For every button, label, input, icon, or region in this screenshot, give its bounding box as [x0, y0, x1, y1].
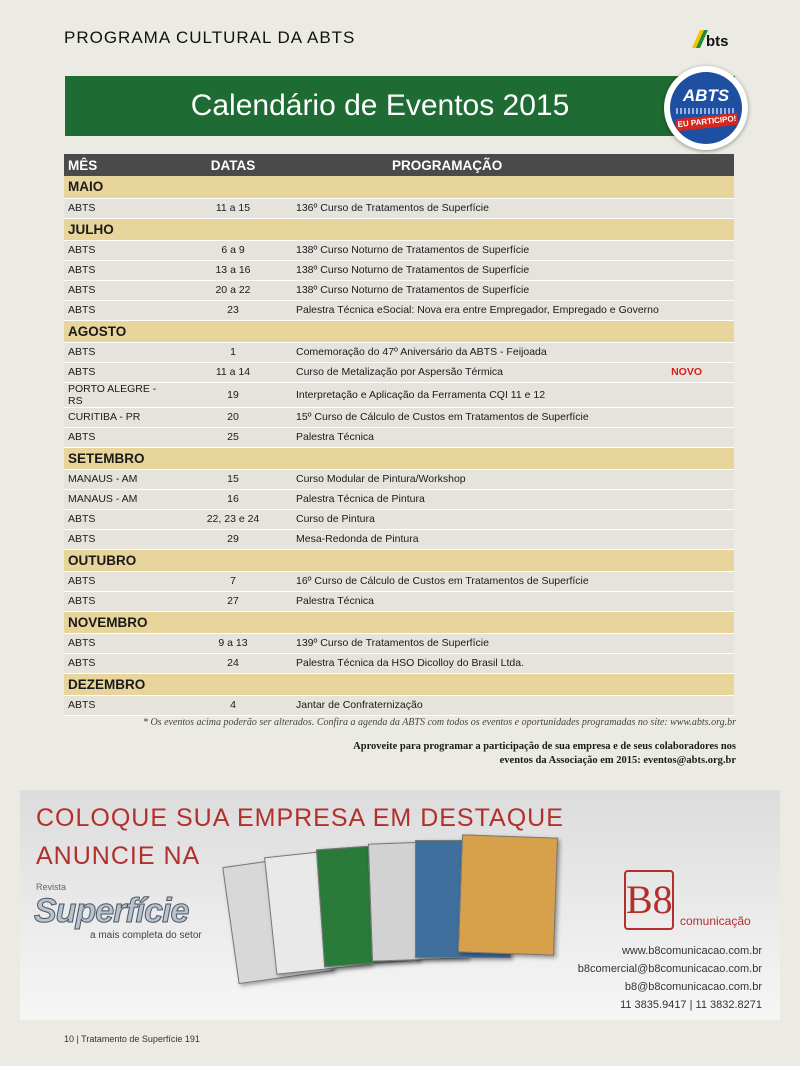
event-program-cell: [292, 695, 734, 715]
event-dates: 7: [174, 571, 292, 591]
event-organizer: PORTO ALEGRE - RS: [64, 382, 174, 407]
event-dates: 19: [174, 382, 292, 407]
event-program-cell: [292, 509, 734, 529]
event-program-cell: [292, 198, 734, 218]
event-organizer: ABTS: [64, 633, 174, 653]
month-name: DEZEMBRO: [64, 673, 734, 695]
event-program-cell: [292, 529, 734, 549]
month-row: [64, 549, 734, 571]
promo-line: eventos da Associação em 2015: eventos@abts.org.br: [499, 755, 736, 766]
event-organizer: MANAUS - AM: [64, 469, 174, 489]
month-name: SETEMBRO: [64, 447, 734, 469]
event-dates: 4: [174, 695, 292, 715]
event-row: [64, 198, 734, 218]
month-row: [64, 447, 734, 469]
event-program: Interpretação e Aplicação da Ferramenta CQI 11 e 12: [296, 388, 546, 401]
event-dates: 20: [174, 407, 292, 427]
event-program: Curso Modular de Pintura/Workshop: [296, 473, 466, 485]
event-row: [64, 362, 734, 382]
event-program-cell: [292, 469, 734, 489]
event-organizer: ABTS: [64, 571, 174, 591]
events-table: [64, 154, 734, 716]
event-row: [64, 695, 734, 715]
event-dates: 22, 23 e 24: [174, 509, 292, 529]
month-row: [64, 218, 734, 240]
superficie-logo: Superfície: [34, 892, 189, 930]
event-row: [64, 407, 734, 427]
event-organizer: ABTS: [64, 198, 174, 218]
event-program: 139º Curso de Tratamentos de Superfície: [296, 637, 489, 649]
badge-logo: ABTS: [682, 86, 730, 105]
event-row: [64, 342, 734, 362]
ad-revista-label: Revista: [36, 882, 67, 892]
event-program-cell: [292, 342, 734, 362]
event-dates: 29: [174, 529, 292, 549]
event-row: [64, 653, 734, 673]
contact-website[interactable]: www.b8comunicacao.com.br: [621, 945, 762, 957]
promo-line: Aproveite para programar a participação de sua empresa e de seus colaboradores nos: [353, 741, 736, 752]
section-title: PROGRAMA CULTURAL DA ABTS: [64, 28, 356, 47]
abts-logo-icon: [690, 26, 738, 50]
month-name: NOVEMBRO: [64, 611, 734, 633]
magazine-cover: [458, 834, 558, 955]
event-program-cell: [292, 427, 734, 447]
event-program: Mesa-Redonda de Pintura: [296, 533, 419, 545]
novo-badge: NOVO: [671, 366, 702, 378]
event-dates: 24: [174, 653, 292, 673]
event-program-cell: [292, 362, 734, 382]
month-name: MAIO: [64, 176, 734, 198]
event-dates: 15: [174, 469, 292, 489]
disclaimer-note: * Os eventos acima poderão ser alterados. Confira a agenda da ABTS com todos os eventos e oportunidades programadas no site: www.abts.org.br: [142, 717, 736, 728]
event-program-cell: [292, 240, 734, 260]
event-program: Jantar de Confraternização: [296, 699, 423, 711]
event-row: [64, 489, 734, 509]
event-program-cell: [292, 300, 734, 320]
event-row: [64, 382, 734, 407]
event-dates: 1: [174, 342, 292, 362]
event-row: [64, 260, 734, 280]
event-row: [64, 469, 734, 489]
event-program: 136º Curso de Tratamentos de Superfície: [296, 202, 489, 214]
event-program: Comemoração do 47º Aniversário da ABTS - Feijoada: [296, 346, 547, 358]
event-program: 138º Curso Noturno de Tratamentos de Superfície: [296, 284, 530, 296]
ad-subheadline: ANUNCIE NA: [36, 842, 201, 870]
event-program: Curso de Metalização por Aspersão Térmica: [296, 366, 503, 378]
event-organizer: ABTS: [64, 427, 174, 447]
contact-phones: 11 3835.9417 | 11 3832.8271: [620, 999, 762, 1011]
month-row: [64, 320, 734, 342]
event-dates: 11 a 14: [174, 362, 292, 382]
ad-tagline: a mais completa do setor: [90, 930, 202, 941]
event-organizer: ABTS: [64, 362, 174, 382]
event-program-cell: [292, 653, 734, 673]
month-name: JULHO: [64, 218, 734, 240]
event-program: Palestra Técnica de Pintura: [296, 493, 425, 505]
event-program-cell: [292, 571, 734, 591]
event-organizer: ABTS: [64, 509, 174, 529]
month-name: AGOSTO: [64, 320, 734, 342]
event-program-cell: [292, 591, 734, 611]
event-program: Palestra Técnica da HSO Dicolloy do Brasil Ltda.: [296, 657, 524, 669]
event-program-cell: [292, 633, 734, 653]
event-row: [64, 427, 734, 447]
page-footer: 10 | Tratamento de Superfície 191: [64, 1034, 200, 1044]
contact-email[interactable]: b8@b8comunicacao.com.br: [624, 981, 762, 993]
event-program-cell: [292, 489, 734, 509]
event-row: [64, 591, 734, 611]
contact-email-comercial[interactable]: b8comercial@b8comunicacao.com.br: [577, 963, 762, 975]
month-row: [64, 176, 734, 198]
event-organizer: ABTS: [64, 695, 174, 715]
event-program: Palestra Técnica: [296, 595, 375, 607]
event-program: 16º Curso de Cálculo de Custos em Tratamentos de Superfície: [296, 575, 589, 587]
month-name: OUTUBRO: [64, 549, 734, 571]
event-organizer: ABTS: [64, 529, 174, 549]
event-organizer: ABTS: [64, 342, 174, 362]
ad-headline: COLOQUE SUA EMPRESA EM DESTAQUE: [36, 804, 564, 832]
banner-title: Calendário de Eventos 2015: [190, 89, 570, 122]
svg-text:bts: bts: [706, 33, 729, 50]
event-organizer: MANAUS - AM: [64, 489, 174, 509]
event-dates: 11 a 15: [174, 198, 292, 218]
event-row: [64, 633, 734, 653]
event-dates: 9 a 13: [174, 633, 292, 653]
event-program: 138º Curso Noturno de Tratamentos de Superfície: [296, 244, 530, 256]
event-row: [64, 280, 734, 300]
event-row: [64, 509, 734, 529]
ad-contacts: [578, 942, 762, 1014]
eu-participo-badge-icon: [664, 66, 748, 150]
advertisement[interactable]: [20, 790, 780, 1020]
event-program: Palestra Técnica: [296, 431, 375, 443]
event-organizer: ABTS: [64, 653, 174, 673]
event-program: 138º Curso Noturno de Tratamentos de Superfície: [296, 264, 530, 276]
event-organizer: ABTS: [64, 280, 174, 300]
event-program-cell: [292, 280, 734, 300]
event-row: [64, 571, 734, 591]
b8-logo-icon: B8: [624, 870, 674, 930]
badge-ribbon: EU PARTICIPO!: [676, 113, 739, 131]
event-program: 15º Curso de Cálculo de Custos em Tratamentos de Superfície: [296, 411, 589, 423]
event-dates: 27: [174, 591, 292, 611]
event-dates: 13 a 16: [174, 260, 292, 280]
table-header-row: [64, 154, 734, 176]
promo-text: [200, 740, 736, 768]
event-organizer: ABTS: [64, 300, 174, 320]
col-header-datas: DATAS: [174, 154, 292, 176]
event-dates: 25: [174, 427, 292, 447]
col-header-mes: MÊS: [64, 154, 174, 176]
event-dates: 20 a 22: [174, 280, 292, 300]
event-organizer: ABTS: [64, 240, 174, 260]
event-program-cell: [292, 407, 734, 427]
month-row: [64, 673, 734, 695]
event-row: [64, 300, 734, 320]
event-dates: 23: [174, 300, 292, 320]
event-row: [64, 240, 734, 260]
month-row: [64, 611, 734, 633]
event-program: Palestra Técnica eSocial: Nova era entre Empregador, Empregado e Governo: [296, 304, 659, 316]
event-program: Curso de Pintura: [296, 513, 375, 525]
event-dates: 16: [174, 489, 292, 509]
b8-wordmark: comunicação: [680, 914, 751, 928]
event-program-cell: [292, 382, 734, 407]
event-organizer: ABTS: [64, 591, 174, 611]
event-dates: 6 a 9: [174, 240, 292, 260]
event-organizer: ABTS: [64, 260, 174, 280]
event-program-cell: [292, 260, 734, 280]
event-organizer: CURITIBA - PR: [64, 407, 174, 427]
title-banner: [65, 76, 735, 136]
col-header-programacao: PROGRAMAÇÃO: [292, 154, 734, 176]
event-row: [64, 529, 734, 549]
